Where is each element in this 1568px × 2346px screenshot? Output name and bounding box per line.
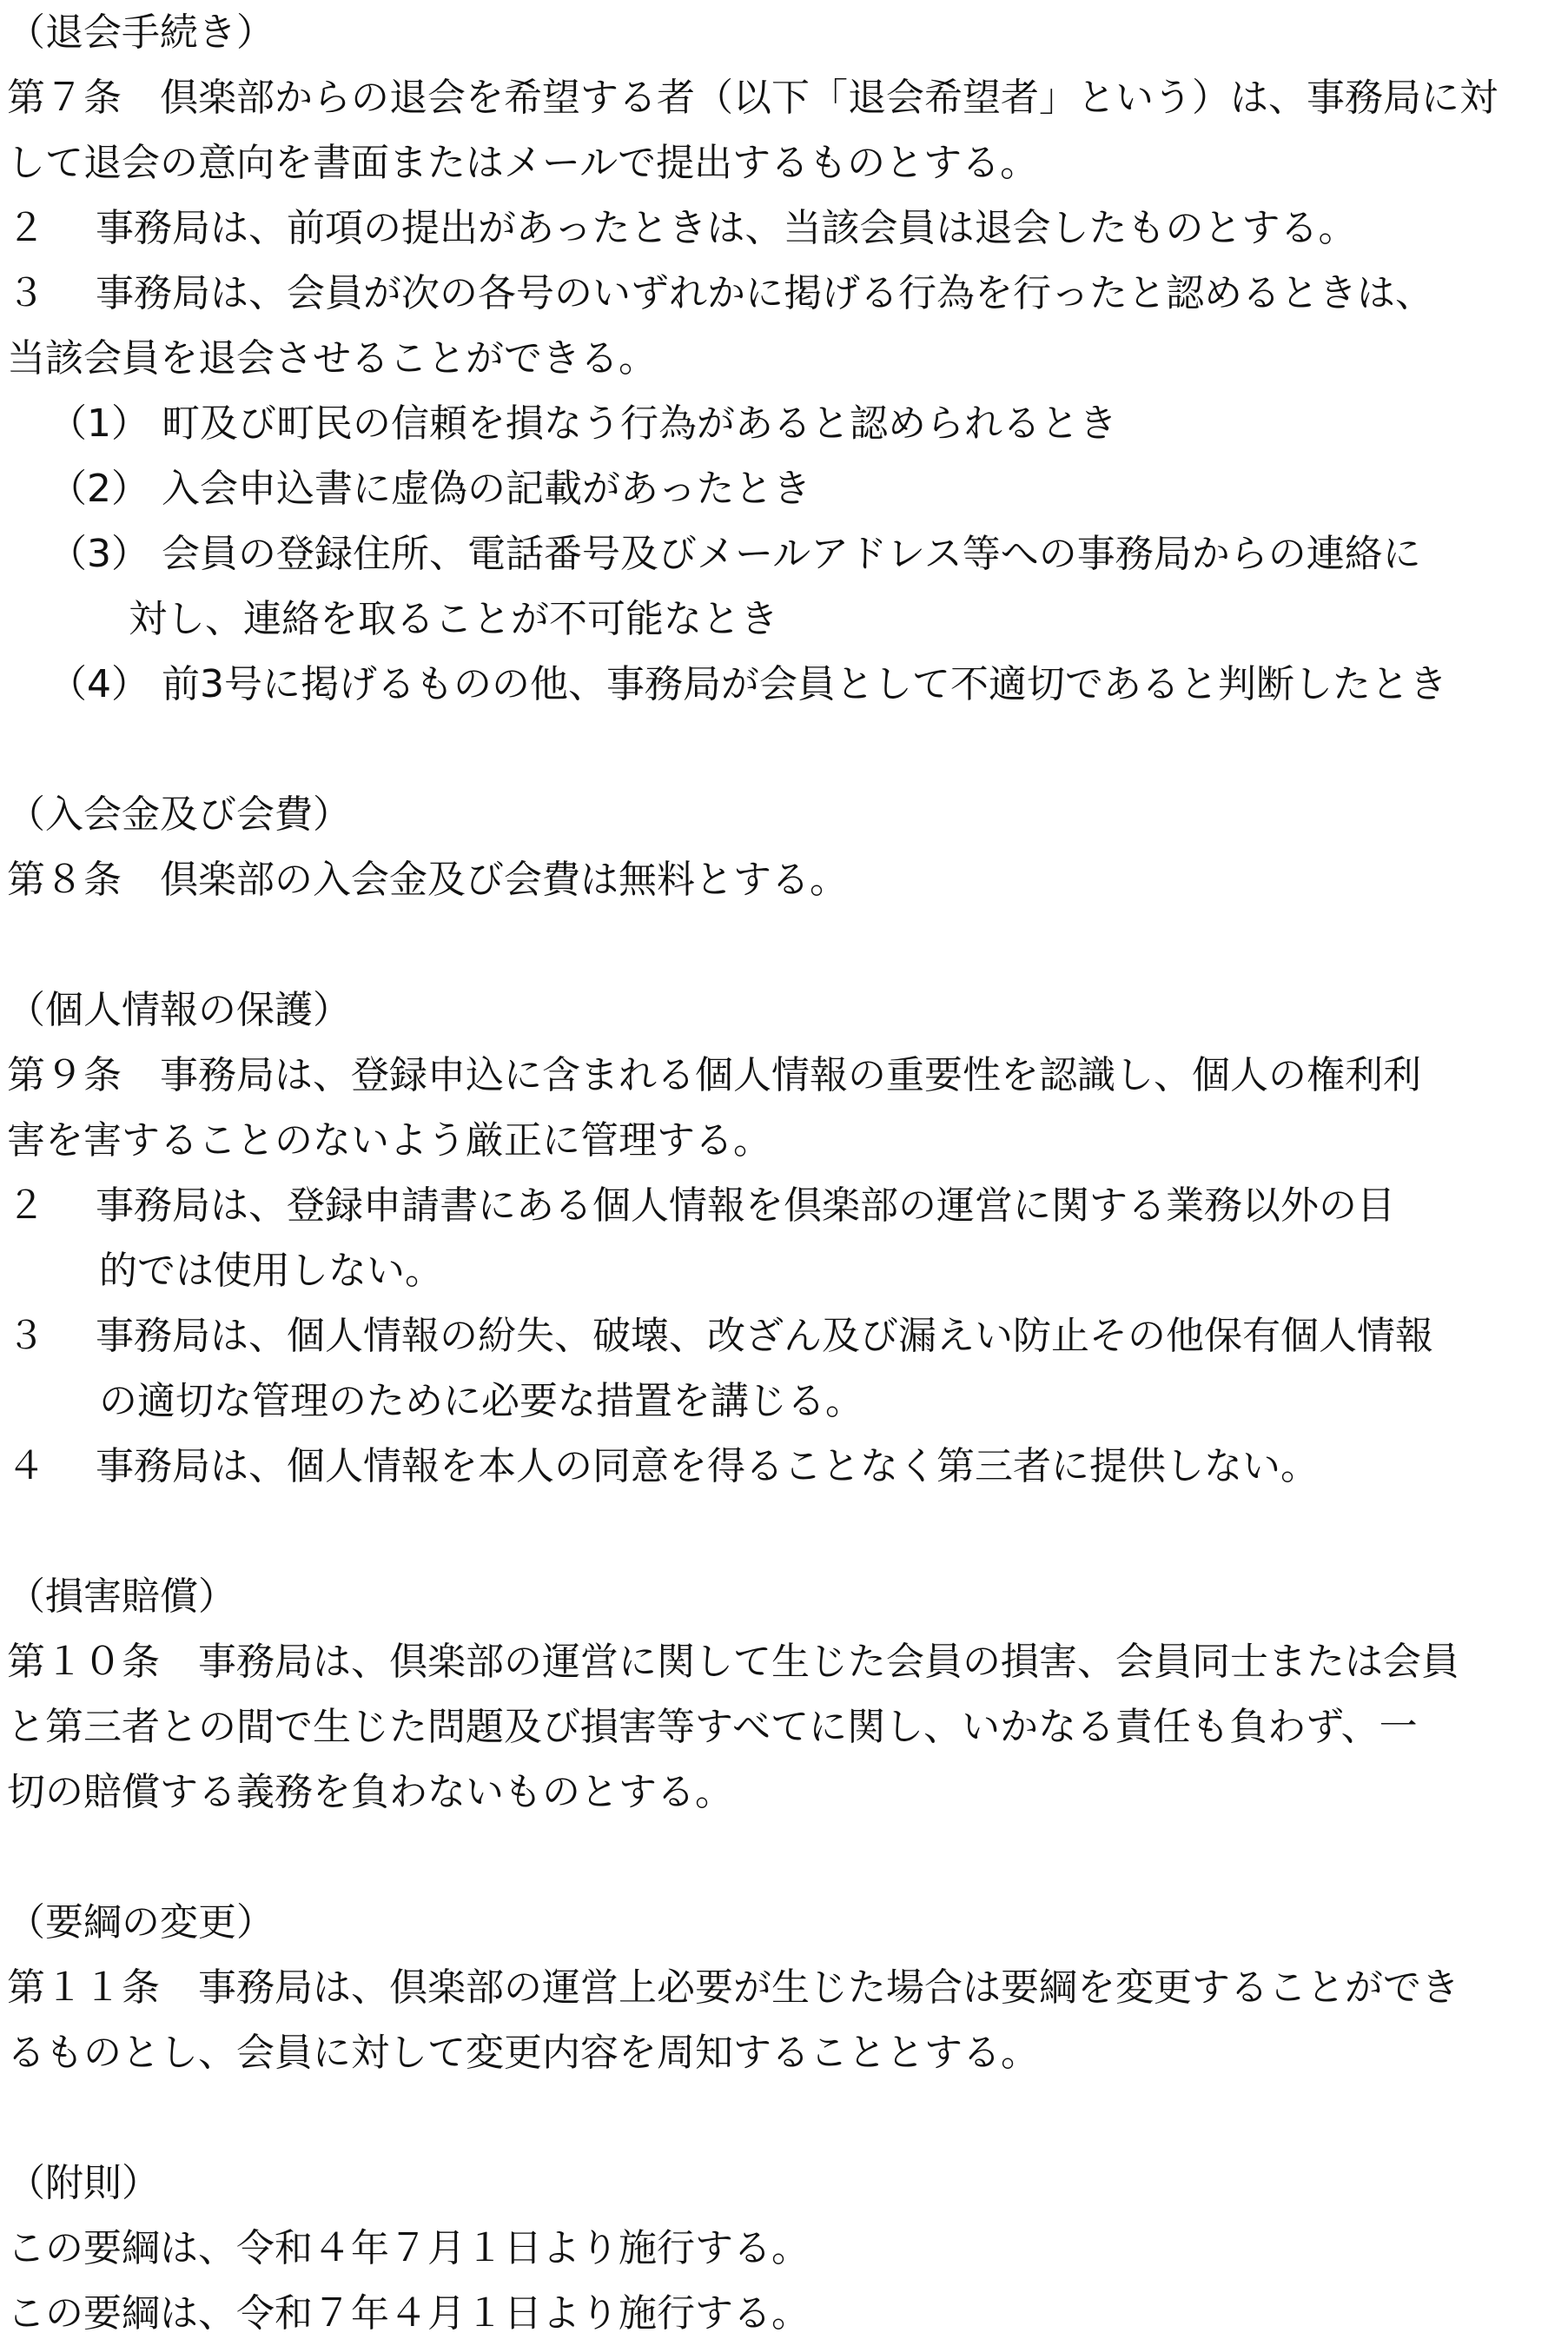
section-heading: （附則）: [7, 2161, 160, 2205]
section-heading: （要綱の変更）: [7, 1900, 275, 1945]
paragraph-line: ４ 事務局は、個人情報を本人の同意を得ることなく第三者に提供しない。: [7, 1444, 1319, 1488]
article-7: [7, 0, 1561, 717]
section-spacer: [7, 2085, 1561, 2150]
section-heading: （損害賠償）: [7, 1574, 236, 1619]
paragraph-line: この要綱は、令和４年７月１日より施行する。: [7, 2226, 810, 2270]
list-item: （1） 町及び町民の信頼を損なう行為があると認められるとき: [49, 401, 1117, 446]
paragraph-line: るものとし、会員に対して変更内容を周知することとする。: [7, 2031, 1039, 2075]
list-item: （3） 会員の登録住所、電話番号及びメールアドレス等への事務局からの連絡に: [49, 532, 1421, 576]
paragraph-line: 第８条 倶楽部の入会金及び会費は無料とする。: [7, 858, 848, 902]
article-9: [7, 978, 1561, 1499]
paragraph-line: と第三者との間で生じた問題及び損害等すべてに関し、いかなる責任も負わず、一: [7, 1705, 1418, 1749]
article-11: [7, 1890, 1561, 2085]
paragraph-continuation: の適切な管理のために必要な措置を講じる。: [99, 1379, 863, 1423]
paragraph-line: 第１１条 事務局は、倶楽部の運営上必要が生じた場合は要綱を変更することができ: [7, 1965, 1459, 2010]
article-10: [7, 1564, 1561, 1825]
section-heading: （退会手続き）: [7, 10, 275, 55]
section-spacer: [7, 1499, 1561, 1564]
section-spacer: [7, 717, 1561, 782]
article-8: [7, 782, 1561, 912]
paragraph-continuation: 的では使用しない。: [99, 1249, 443, 1293]
paragraph-line: ２ 事務局は、登録申請書にある個人情報を倶楽部の運営に関する業務以外の目: [7, 1183, 1395, 1228]
section-heading: （入会金及び会費）: [7, 792, 351, 837]
paragraph-line: 当該会員を退会させることができる。: [7, 336, 657, 381]
paragraph-line: ３ 事務局は、個人情報の紛失、破壊、改ざん及び漏えい防止その他保有個人情報: [7, 1314, 1433, 1358]
section-heading: （個人情報の保護）: [7, 988, 351, 1032]
list-item-continuation: 対し、連絡を取ることが不可能なとき: [129, 597, 778, 641]
paragraph-line: 切の賠償する義務を負わないものとする。: [7, 1770, 733, 1814]
section-spacer: [7, 912, 1561, 978]
list-item: （4） 前3号に掲げるものの他、事務局が会員として不適切であると判断したとき: [49, 662, 1447, 706]
section-spacer: [7, 1825, 1561, 1890]
paragraph-line: 害を害することのないよう厳正に管理する。: [7, 1118, 771, 1163]
paragraph-line: この要綱は、令和７年４月１日より施行する。: [7, 2291, 810, 2336]
list-item: （2） 入会申込書に虚偽の記載があったとき: [49, 467, 811, 511]
paragraph-line: 第７条 倶楽部からの退会を希望する者（以下「退会希望者」という）は、事務局に対: [7, 76, 1498, 120]
paragraph-line: ２ 事務局は、前項の提出があったときは、当該会員は退会したものとする。: [7, 206, 1357, 250]
paragraph-line: 第１０条 事務局は、倶楽部の運営に関して生じた会員の損害、会員同士または会員: [7, 1640, 1459, 1684]
paragraph-line: ３ 事務局は、会員が次の各号のいずれかに掲げる行為を行ったと認めるときは、: [7, 271, 1433, 315]
paragraph-line: 第９条 事務局は、登録申込に含まれる個人情報の重要性を認識し、個人の権利利: [7, 1053, 1421, 1097]
paragraph-line: して退会の意向を書面またはメールで提出するものとする。: [7, 141, 1039, 185]
supplementary-provisions: [7, 2150, 1561, 2346]
